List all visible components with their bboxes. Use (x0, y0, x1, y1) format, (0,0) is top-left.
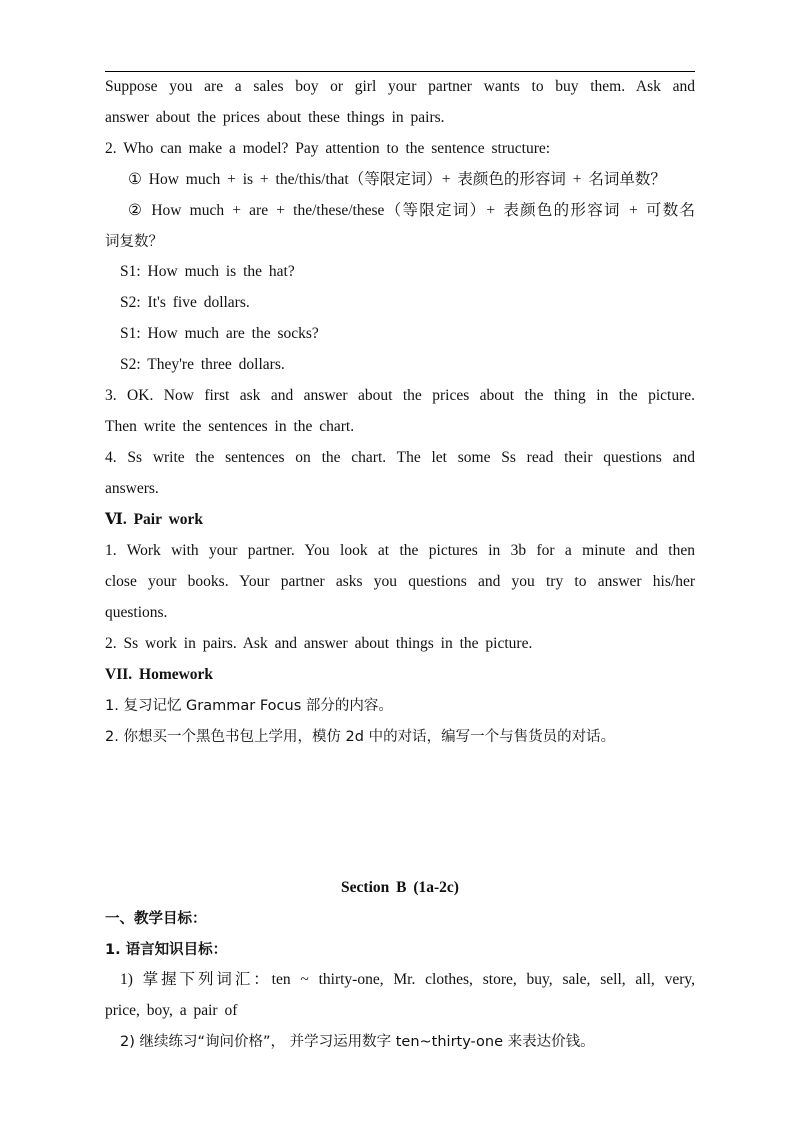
objective-line: 1) 掌握下列词汇：ten ~ thirty-one, Mr. clothes, store, buy, sale, sell, all, very, (120, 971, 695, 988)
section-heading: 一、教学目标： (105, 911, 207, 927)
text-line: 2. Who can make a model? Pay attention to the sentence structure: (105, 140, 551, 157)
text-line: 4. Ss write the sentences on the chart. The let some Ss read their questions and (105, 449, 695, 466)
header-rule (105, 71, 695, 72)
text-line: 词复数？ (105, 234, 163, 250)
objective-line: price, boy, a pair of (105, 1002, 238, 1019)
dialogue-line: S1: How much is the hat? (120, 263, 295, 280)
text-line: 3. OK. Now first ask and answer about the prices about the thing in the picture. (105, 387, 695, 404)
dialogue-line: S2: They're three dollars. (120, 356, 285, 373)
homework-item: 1. 复习记忆 Grammar Focus 部分的内容。 (105, 698, 393, 714)
dialogue-line: S2: It's five dollars. (120, 294, 250, 311)
objective-line: 2) 继续练习“询问价格”， 并学习运用数字 ten~thirty-one 来表达价钱。 (120, 1034, 595, 1050)
homework-item: 2. 你想买一个黑色书包上学用，模仿 2d 中的对话，编写一个与售货员的对话。 (105, 729, 616, 745)
text-line: 1. Work with your partner. You look at the pictures in 3b for a minute and then (105, 542, 695, 559)
text-line: ② How much + are + the/these/these（等限定词）+ 表颜色的形容词 + 可数名 (128, 202, 695, 219)
text-line: close your books. Your partner asks you questions and you try to answer his/her (105, 573, 695, 590)
section-heading: VII. Homework (105, 666, 214, 683)
subsection-heading: 1. 语言知识目标： (105, 942, 228, 958)
text-line: Then write the sentences in the chart. (105, 418, 355, 435)
text-line: answer about the prices about these things in pairs. (105, 109, 445, 126)
text-line: 2. Ss work in pairs. Ask and answer about things in the picture. (105, 635, 533, 652)
section-title: Section B (1a-2c) (341, 879, 459, 896)
text-line: questions. (105, 604, 168, 621)
section-heading: Ⅵ. Pair work (105, 511, 204, 528)
text-line: answers. (105, 480, 159, 497)
text-line: ① How much + is + the/this/that（等限定词）+ 表颜色的形容词 + 名词单数？ (128, 171, 666, 188)
text-line: Suppose you are a sales boy or girl your partner wants to buy them. Ask and (105, 78, 695, 95)
dialogue-line: S1: How much are the socks? (120, 325, 319, 342)
